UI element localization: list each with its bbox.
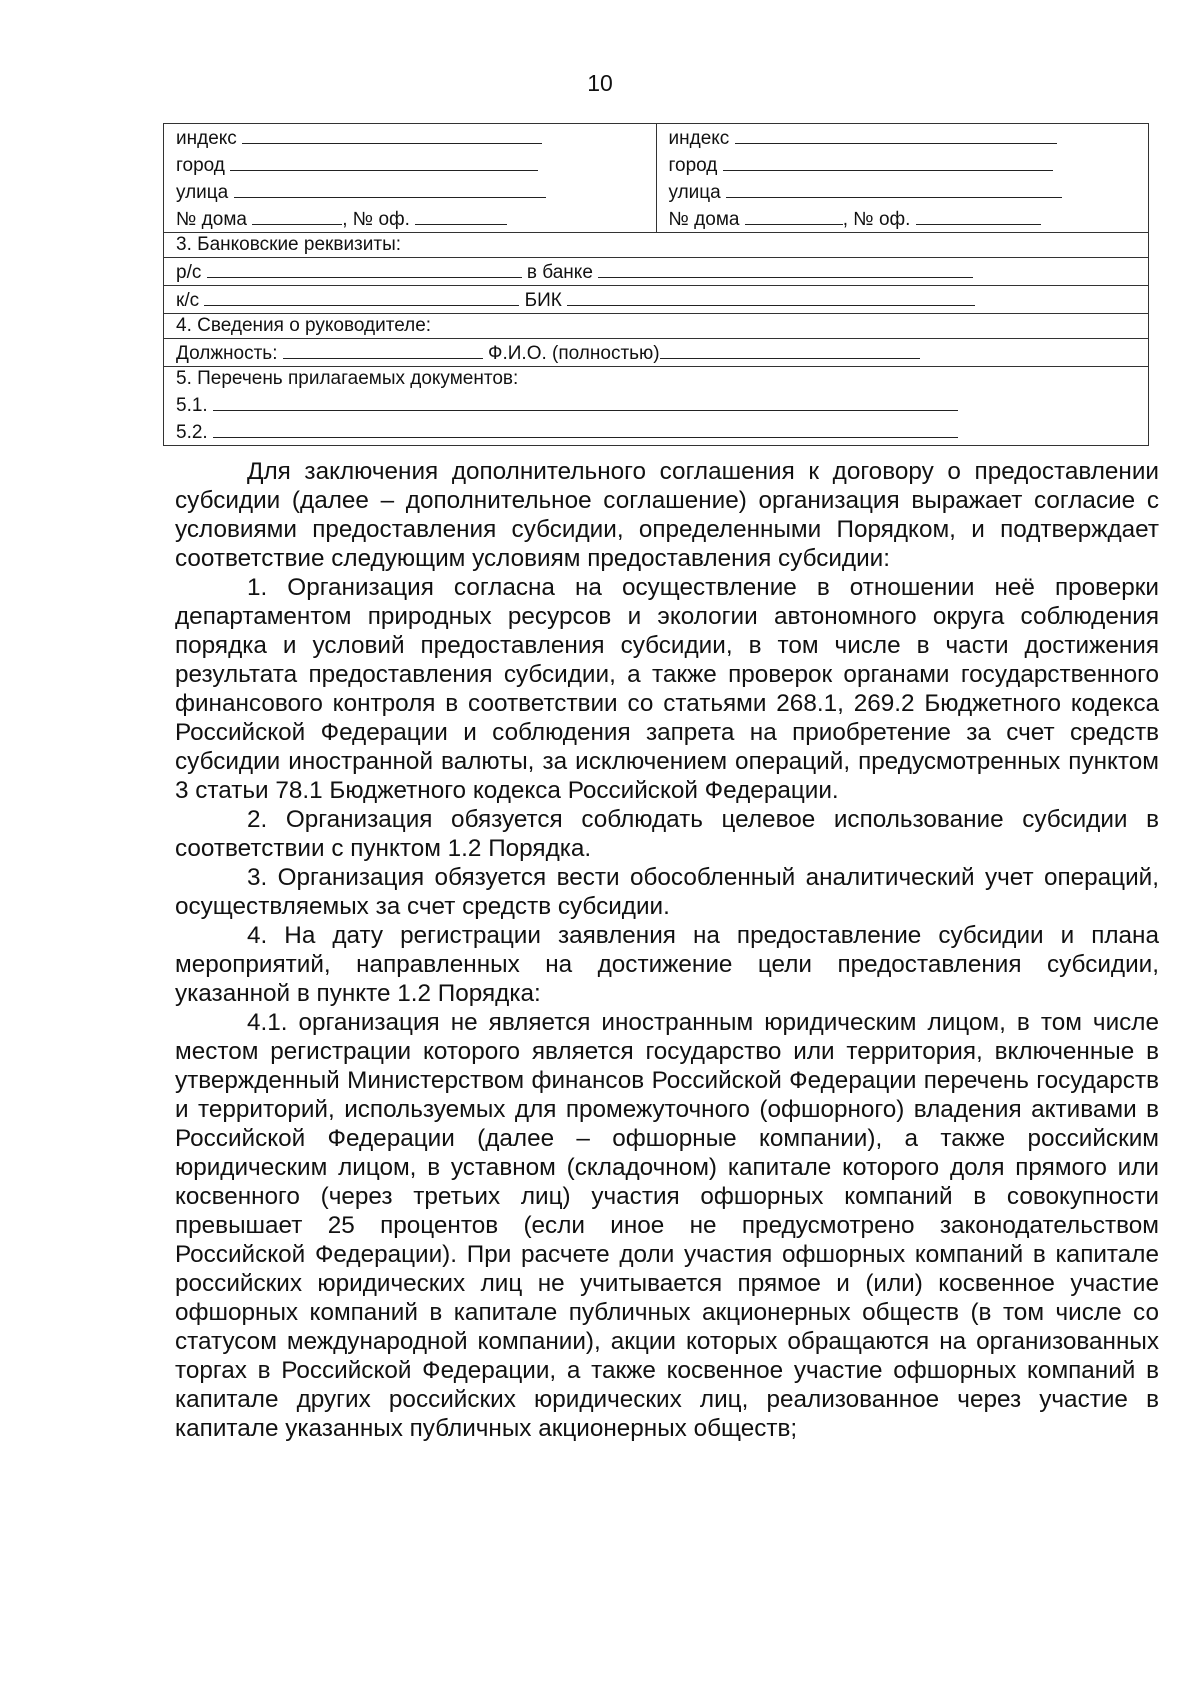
right-house-label: № дома [668,209,740,230]
right-office-label: , № оф. [842,209,911,230]
account-row [164,258,1149,286]
corr-label: к/с [176,290,200,311]
corr-field[interactable] [204,286,519,306]
left-street-label: улица [176,182,229,203]
left-street-field[interactable] [234,178,546,198]
docs-row [164,367,1149,446]
fio-field[interactable] [660,339,920,359]
bank-field[interactable] [598,258,973,278]
right-house-field[interactable] [745,205,843,225]
right-street-field[interactable] [726,178,1062,198]
right-address-cell [656,124,1149,233]
left-index-label: индекс [176,128,237,149]
doc-2-label: 5.2. [176,422,208,443]
paragraph-2: 2. Организация обязуется соблюдать целевое использование субсидии в соответствии с пунктом 1.2 Порядка. [175,806,1159,862]
page-number: 10 [587,70,613,96]
left-office-label: , № оф. [342,209,410,230]
left-city-label: город [176,155,225,176]
right-index-field[interactable] [735,124,1057,144]
left-index-field[interactable] [242,124,542,144]
bik-field[interactable] [567,286,975,306]
head-header: 4. Сведения о руководителе: [164,314,1149,339]
application-form-table [163,123,1149,446]
paragraph-3: 3. Организация обязуется вести обособленный аналитический учет операций, осуществляемых за счет средств субсидии. [175,864,1159,920]
left-address-cell [164,124,657,233]
left-city-field[interactable] [230,151,538,171]
paragraph-4: 4. На дату регистрации заявления на предоставление субсидии и плана мероприятий, направленных на достижение цели предоставления субсидии, указанной в пункте 1.2 Порядка: [175,922,1159,1007]
left-house-field[interactable] [252,205,342,225]
bik-label: БИК [524,290,562,311]
account-label: р/с [176,262,202,283]
left-office-field[interactable] [415,205,507,225]
paragraph-intro: Для заключения дополнительного соглашения к договору о предоставлении субсидии (далее – дополнительное соглашение) организация выражает согласие с условиями предоставления субсидии, определенными Порядком, и подтверждает соответствие следующим условиям предоставления субсидии: [175,458,1159,572]
paragraph-4-1: 4.1. организация не является иностранным юридическим лицом, в том числе местом регистрации которого является государство или территория, включенные в утвержденный Министерством финансов Российской Федерации перечень государств и территорий, используемых для промежуточного (офшорного) владения активами в Российской Федерации (далее – офшорные компании), а также российским юридическим лицом, в уставном (складочном) капитале которого доля прямого или косвенного (через третьих лиц) участия офшорных компаний в совокупности превышает 25 процентов (если иное не предусмотрено законодательством Российской Федерации). При расчете доли участия офшорных компаний в капитале российских юридических лиц не учитывается прямое и (или) косвенное участие офшорных компаний в капитале публичных акционерных обществ (в том числе со статусом международной компании), акции которых обращаются на организованных торгах в Российской Федерации, а также косвенное участие офшорных компаний в капитале других российских юридических лиц, реализованное через участие в капитале указанных публичных акционерных обществ; [175,1009,1159,1442]
doc-2-field[interactable] [213,418,958,438]
doc-1-field[interactable] [213,391,958,411]
position-label: Должность: [176,343,278,364]
right-city-label: город [668,155,718,176]
fio-label: Ф.И.О. (полностью) [488,343,660,364]
left-house-label: № дома [176,209,247,230]
head-header-row [164,314,1149,339]
bank-header: 3. Банковские реквизиты: [164,233,1149,258]
paragraph-1: 1. Организация согласна на осуществление в отношении неё проверки департаментом природных ресурсов и экологии автономного округа соблюдения порядка и условий предоставления субсидии, в том числе в части достижения результата предоставления субсидии, а также проверок органами государственного финансового контроля в соответствии со статьями 268.1, 269.2 Бюджетного кодекса Российской Федерации и соблюдения запрета на приобретение за счет средств субсидии иностранной валюты, за исключением операций, предусмотренных пунктом 3 статьи 78.1 Бюджетного кодекса Российской Федерации. [175,574,1159,804]
address-row [164,124,1149,233]
right-city-field[interactable] [723,151,1053,171]
bank-header-row [164,233,1149,258]
docs-header: 5. Перечень прилагаемых документов: [176,368,519,389]
position-row [164,339,1149,367]
bank-label: в банке [526,262,593,283]
right-office-field[interactable] [916,205,1041,225]
right-street-label: улица [668,182,721,203]
doc-1-label: 5.1. [176,395,208,416]
account-field[interactable] [207,258,522,278]
right-index-label: индекс [668,128,730,149]
corr-row [164,286,1149,314]
body-text [175,457,1159,1443]
position-field[interactable] [283,339,483,359]
